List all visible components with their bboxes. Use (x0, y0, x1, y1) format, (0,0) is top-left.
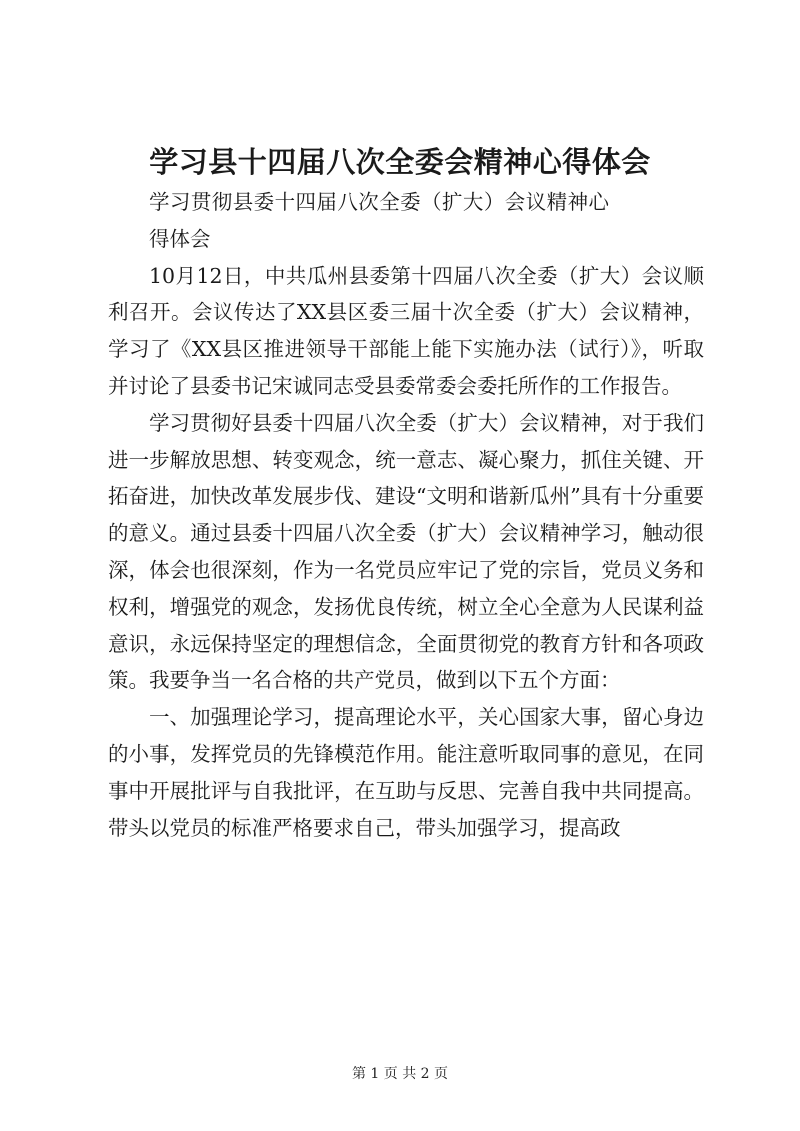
paragraph-1: 10月12日，中共瓜州县委第十四届八次全委（扩大）会议顺利召开。会议传达了XX县区委三届十次全委（扩大）会议精神，学习了《XX县区推进领导干部能上能下实施办法（试行）》，听取并讨论了县委书记宋诚同志受县委常委会委托所作的工作报告。 (108, 263, 704, 398)
paragraph-3: 一、加强理论学习，提高理论水平，关心国家大事，留心身边的小事，发挥党员的先锋模范作用。能注意听取同事的意见，在同事中开展批评与自我批评，在互助与反思、完善自我中共同提高。带头以党员的标准严格要求自己，带头加强学习，提高政 (108, 705, 704, 840)
document-body (108, 184, 704, 846)
document-title: 学习县十四届八次全委会精神心得体会 (149, 145, 651, 179)
paragraph-2: 学习贯彻好县委十四届八次全委（扩大）会议精神，对于我们进一步解放思想、转变观念，统一意志、凝心聚力，抓住关键、开拓奋进，加快改革发展步伐、建设“文明和谐新瓜州”具有十分重要的意义。通过县委十四届八次全委（扩大）会议精神学习，触动很深，体会也很深刻，作为一名党员应牢记了党的宗旨，党员义务和权利，增强党的观念，发扬优良传统，树立全心全意为人民谋利益意识，永远保持坚定的理想信念，全面贯彻党的教育方针和各项政策。我要争当一名合格的共产党员，做到以下五个方面： (108, 410, 704, 693)
page-footer: 第 1 页 共 2 页 (351, 1066, 449, 1082)
document-subtitle: 学习贯彻县委十四届八次全委（扩大）会议精神心得体会 (149, 190, 609, 251)
